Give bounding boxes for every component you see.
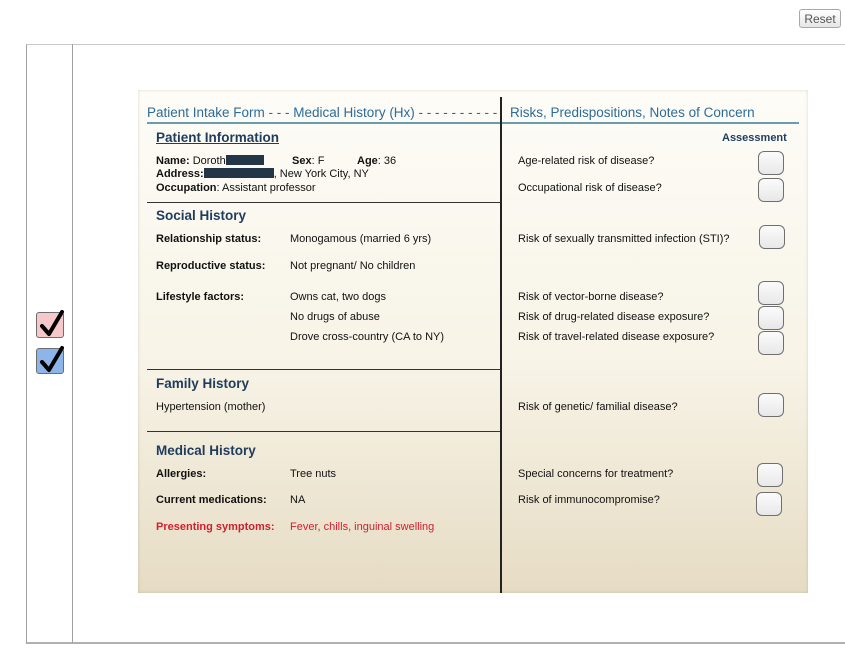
family-history-value: Hypertension (mother) [156,401,266,413]
risk-item-travel: Risk of travel-related disease exposure? [518,331,715,343]
checkmark-pink-checkbox[interactable] [36,312,64,338]
address-value: , New York City, NY [273,168,369,180]
assessment-box-travel[interactable] [758,331,784,355]
allergies-value: Tree nuts [290,468,337,480]
assessment-box-genetic[interactable] [758,393,784,417]
symptoms-label: Presenting symptoms: [156,521,275,533]
assessment-box-treatment[interactable] [757,463,783,487]
family-history-title: Family History [156,376,250,391]
reproductive-label: Reproductive status: [156,260,266,272]
lifestyle-item: Owns cat, two dogs [290,291,386,303]
risk-item-treatment: Special concerns for treatment? [518,468,674,480]
sex-label: Sex [292,155,312,167]
social-history-title: Social History [156,208,247,223]
risk-item-age: Age-related risk of disease? [518,155,655,167]
name-value: Doroth [192,155,226,167]
medical-history-title: Medical History [156,443,256,458]
section-divider [147,369,500,370]
risk-item-genetic: Risk of genetic/ familial disease? [518,401,678,413]
medications-label: Current medications: [156,494,267,506]
assessment-header: Assessment [722,132,787,144]
checkmark-blue-checkbox[interactable] [36,348,64,374]
address-row [156,168,369,180]
patient-info-title: Patient Information [156,130,280,145]
lifestyle-label: Lifestyle factors: [156,291,245,303]
column-divider [500,97,502,593]
assessment-box-occupational[interactable] [758,178,784,202]
reproductive-value: Not pregnant/ No children [290,260,416,272]
section-divider [147,202,500,203]
section-divider [147,431,500,432]
redaction-bar [226,155,264,165]
assessment-box-drug[interactable] [758,306,784,330]
address-label: Address: [156,168,204,180]
redaction-bar [204,168,274,178]
medications-value: NA [290,494,306,506]
assessment-box-vector[interactable] [758,281,784,305]
intake-form [138,90,808,593]
allergies-label: Allergies: [156,468,207,480]
reset-button[interactable]: Reset [799,9,841,28]
age-value: : 36 [377,155,397,167]
lifestyle-item: No drugs of abuse [290,311,380,323]
risk-item-immuno: Risk of immunocompromise? [518,494,660,506]
risk-item-vector: Risk of vector-borne disease? [518,291,664,303]
sex-value: : F [311,155,325,167]
risk-item-drug: Risk of drug-related disease exposure? [518,311,710,323]
relationship-label: Relationship status: [156,233,262,245]
name-row [156,155,264,167]
checkmark-icon [39,345,65,375]
checkmark-icon [39,309,65,339]
name-label: Name: [156,155,190,167]
risks-title: Risks, Predispositions, Notes of Concern [510,105,755,120]
occupation-value: : Assistant professor [216,182,316,194]
symptoms-value: Fever, chills, inguinal swelling [290,521,435,533]
occupation-label: Occupation [156,182,217,194]
lifestyle-item: Drove cross-country (CA to NY) [290,331,445,343]
assessment-box-sti[interactable] [759,225,785,249]
form-title: Patient Intake Form - - - Medical History (Hx) - - - - - - - - - - [147,105,498,120]
relationship-value: Monogamous (married 6 yrs) [290,233,432,245]
risk-item-occupational: Occupational risk of disease? [518,182,662,194]
age-label: Age [357,155,378,167]
gutter-divider [72,44,73,643]
risk-item-sti: Risk of sexually transmitted infection (STI)? [518,233,730,245]
age-row [357,155,396,167]
assessment-box-immuno[interactable] [756,492,782,516]
sex-row [292,155,324,167]
occupation-row [156,182,316,194]
assessment-box-age[interactable] [758,151,784,175]
